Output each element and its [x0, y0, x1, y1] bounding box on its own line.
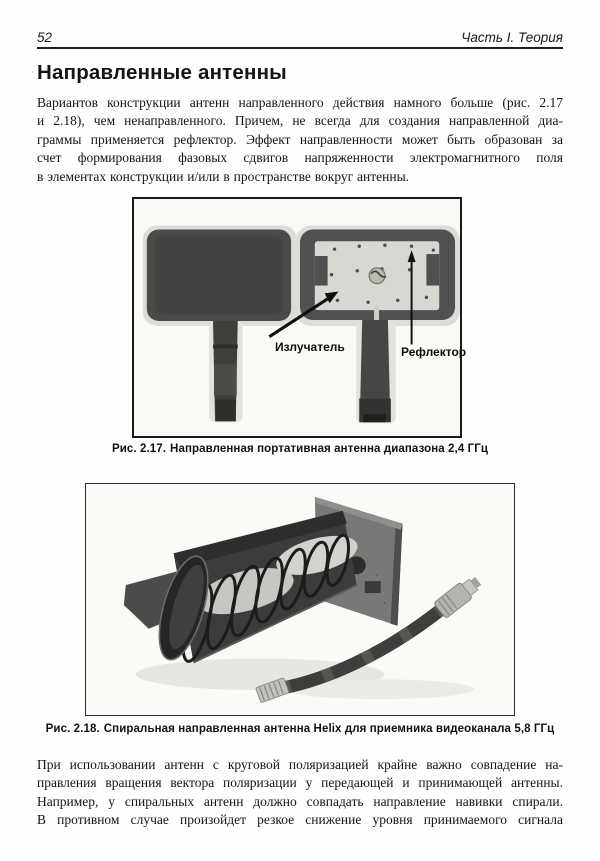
paragraph-bottom	[37, 756, 563, 830]
text-line: При использовании антенн с круговой поляризацией крайне важно совпадение на-	[37, 757, 563, 772]
radiator-label: Излучатель	[275, 340, 345, 354]
figure-217-photo	[134, 199, 460, 436]
text-line: в элементах конструкции и/или в пространстве вокруг антенны.	[37, 168, 410, 184]
caption-number: Рис. 2.17.	[111, 443, 167, 455]
paragraph-top	[37, 94, 563, 186]
caption-text: Спиральная направленная антенна Helix для приемника видеоканала 5,8 ГГц	[103, 723, 555, 735]
text-line: граммы применяется рефлектор. Эффект направленности может быть образован за	[37, 131, 563, 147]
feed-point	[369, 268, 385, 284]
section-heading: Направленные антенны	[37, 61, 287, 84]
page-number: 52	[37, 30, 53, 45]
reflector-label: Рефлектор	[401, 345, 467, 359]
text-line: правления вращения вектора поляризации у передающей и принимающей антенны.	[37, 775, 563, 791]
running-header	[37, 28, 563, 49]
text-line: В противном случае произойдет резкое снижение уровня принимаемого сигнала	[37, 812, 563, 828]
text-line: Вариантов конструкции антенн направленного действия намного больше (рис. 2.17	[37, 95, 563, 110]
figure-218-photo	[86, 484, 514, 715]
caption-number: Рис. 2.18.	[45, 723, 100, 735]
figure-217	[132, 197, 467, 438]
figure-218-caption	[0, 723, 600, 735]
text-line: и 2.18), чем ненаправленного. Причем, не всегда для создания направленной диа-	[37, 113, 563, 129]
text-line: Например, у спиральных антенн должно совпадать направление навивки спирали.	[37, 793, 563, 809]
figure-218	[85, 483, 515, 716]
caption-text: Направленная портативная антенна диапазона 2,4 ГГц	[170, 443, 489, 455]
section-title: Часть I. Теория	[461, 30, 563, 45]
text-line: счет формирования фазовых сдвигов напряженности электромагнитного поля	[37, 150, 563, 166]
figure-217-caption	[0, 443, 600, 455]
